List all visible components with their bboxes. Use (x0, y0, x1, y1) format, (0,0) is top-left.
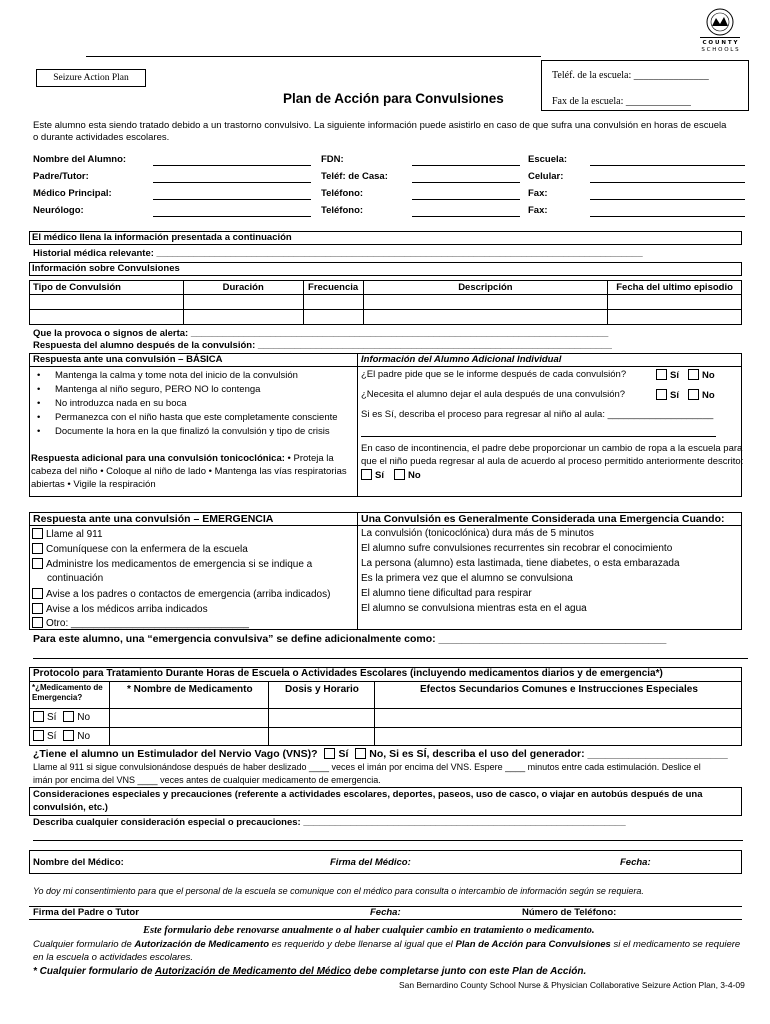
special-title-2: convulsión, etc.) (33, 802, 108, 813)
yes-label: Sí (47, 731, 57, 742)
medical-history[interactable]: Historial médica relevante: ____________________________________________________________________________________________ (33, 248, 643, 259)
label-student-name: Nombre del Alumno: (33, 154, 127, 165)
basic-bullet: • Documente la hora en la que finalizó la convulsión y tipo de crisis (55, 426, 330, 437)
label-doctor-fax: Fax: (528, 188, 548, 199)
q-parent-inform: ¿El padre pide que se le informe después de cada convulsión? (361, 369, 627, 380)
svg-text:S C H O O L S: S C H O O L S (701, 47, 739, 53)
label-neuro-fax: Fax: (528, 205, 548, 216)
label-cell: Celular: (528, 171, 564, 182)
tonic-line-3: abiertas • Vigile la respiración (31, 479, 156, 490)
neuro-fax-field[interactable] (590, 216, 745, 217)
vns-yes-checkbox[interactable] (324, 748, 335, 759)
emergency-item[interactable] (32, 558, 312, 570)
considered-item: El alumno se convulsiona mientras esta en el agua (361, 603, 587, 614)
protocol-row-2-emergency[interactable] (33, 730, 90, 742)
no-label: No (77, 731, 91, 742)
seizure-table (29, 280, 742, 325)
additional-info-title: Información del Alumno Adicional Individual (361, 354, 562, 365)
page-title: Plan de Acción para Convulsiones (283, 91, 504, 106)
label-school: Escuela: (528, 154, 568, 165)
basic-bullet: • Permanezca con el niño hasta que este completamente consciente (55, 412, 338, 423)
note-3c: debe completarse junto con este Plan de Acción. (351, 966, 587, 977)
no-label: No (408, 470, 421, 481)
emergency-definition[interactable]: Para este alumno, una “emergencia convulsiva” se define adicionalmente como: _______________________________________ (33, 633, 667, 645)
cell-field[interactable] (590, 182, 745, 183)
seizure-info-text: Información sobre Convulsiones (32, 263, 180, 274)
q-leave-class-no[interactable] (688, 389, 715, 401)
yes-label: Sí (47, 712, 57, 723)
yes-label: Sí (338, 748, 349, 760)
label-dob: FDN: (321, 154, 344, 165)
footer-credit: San Bernardino County School Nurse & Physician Collaborative Seizure Action Plan, 3-4-09 (399, 980, 745, 990)
tonic-response (31, 453, 334, 464)
note-3b: Autorización de Medicamento del Médico (154, 966, 352, 977)
medication-note-3 (33, 966, 586, 977)
label-neuro-phone: Teléfono: (321, 205, 364, 216)
school-fax: Fax de la escuela: _____________ (552, 96, 691, 107)
basic-bullet: • No introduzca nada en su boca (55, 398, 187, 409)
q-incontinence-1: En caso de incontinencia, el padre debe proporcionar un cambio de ropa a la escuela para (361, 443, 743, 454)
q-incontinence-no[interactable] (394, 469, 421, 481)
doctor-date-label[interactable]: Fecha: (620, 857, 651, 868)
yes-label: Sí (670, 370, 679, 381)
doctor-signature-label[interactable]: Firma del Médico: (330, 857, 411, 868)
emergency-item-label: Avise a los médicos arriba indicados (46, 604, 208, 615)
note-1e: si el medicamento se requiere (610, 939, 741, 950)
vns-question-text: ¿Tiene el alumno un Estimulador del Nervio Vago (VNS)? (33, 748, 318, 760)
q-leave-class-yes[interactable] (656, 389, 679, 401)
note-1a: Cualquier formulario de (33, 939, 135, 950)
dob-field[interactable] (412, 165, 520, 166)
vns-line-1: Llame al 911 si sigue convulsionándose después de haber deslizado ____ veces el imán por encima del VNS. Espere ____ minutos entre cada estimulación. Deslice el (33, 762, 701, 772)
vns-no-checkbox[interactable] (355, 748, 366, 759)
label-doctor-phone: Teléfono: (321, 188, 364, 199)
school-contact-box (541, 60, 749, 111)
seizure-action-plan-label: Seizure Action Plan (36, 69, 146, 87)
label-main-doctor: Médico Principal: (33, 188, 112, 199)
protocol-h-dose: Dosis y Horario (285, 684, 359, 695)
county-schools-logo (690, 6, 750, 54)
protocol-h-name: * Nombre de Medicamento (127, 684, 253, 695)
protocol-title: Protocolo para Tratamiento Durante Horas de Escuela o Actividades Escolares (incluyendo medicamentos diarios y de emergencia*) (33, 668, 663, 679)
th-type: Tipo de Convulsión (30, 281, 184, 295)
protocol-row-1-emergency[interactable] (33, 711, 90, 723)
label-home-phone: Teléf: de Casa: (321, 171, 388, 182)
neuro-phone-field[interactable] (412, 216, 520, 217)
main-doctor-field[interactable] (153, 199, 311, 200)
table-row[interactable] (30, 310, 742, 325)
vns-line-2: imán por encima del VNS ____ veces antes de cualquier medicamento de emergencia. (33, 775, 381, 785)
emergency-item[interactable] (32, 528, 103, 540)
after-seizure-line[interactable]: Respuesta del alumno después de la convulsión: ___________________________________________________________________ (33, 340, 612, 351)
no-label: No (77, 712, 91, 723)
medication-note-2: en la escuela o actividades escolares. (33, 952, 194, 963)
emergency-item[interactable] (32, 588, 330, 600)
note-3a: * Cualquier formulario de (33, 966, 155, 977)
renew-notice: Este formulario debe renovarse anualmente o al haber cualquier cambio en tratamiento o medicamento. (143, 925, 595, 936)
protocol-h-emergency: *¿Medicamento de Emergencia? (32, 683, 103, 702)
emergency-item-label: Otro: ________________________________ (46, 618, 249, 629)
tonic-line-1: • Proteja la (284, 453, 334, 464)
vns-question (33, 748, 728, 760)
label-neurologist: Neurólogo: (33, 205, 84, 216)
medication-note-1 (33, 939, 740, 950)
student-name-field[interactable] (153, 165, 311, 166)
doctor-phone-field[interactable] (412, 199, 520, 200)
vns-describe: No, Si es SÍ, describa el uso del generador: ________________________ (369, 748, 728, 760)
neurologist-field[interactable] (153, 216, 311, 217)
phone-number-label[interactable]: Número de Teléfono: (522, 907, 617, 918)
intro-text: Este alumno esta siendo tratado debido a un trastorno convulsivo. La siguiente información puede asistirlo en caso de que sufra una convulsión en horas de escuela o durante actividades escolares. (33, 120, 727, 143)
q-parent-inform-yes[interactable] (656, 369, 679, 381)
triggers-line[interactable]: Que la provoca o signos de alerta: _______________________________________________________________________________ (33, 328, 609, 339)
basic-response-title: Respuesta ante una convulsión – BÁSICA (33, 354, 223, 365)
considered-item: La convulsión (tonicoclónica) dura más de 5 minutos (361, 528, 594, 539)
school-phone: Teléf. de la escuela: _______________ (552, 70, 709, 81)
emergency-item[interactable] (32, 617, 249, 629)
consent-text: Yo doy mi consentimiento para que el personal de la escuela se comunique con el médico para consulta o intercambio de información según se requiera. (33, 886, 644, 896)
emergency-item-label: Avise a los padres o contactos de emergencia (arriba indicados) (46, 589, 331, 600)
q-incontinence-2: que el niño pueda regresar al aula de acuerdo al proceso permitido anteriormente descrito: (361, 456, 744, 467)
seizure-table-header (30, 281, 742, 295)
doctor-name-label[interactable]: Nombre del Médico: (33, 857, 124, 868)
considered-item: El alumno sufre convulsiones recurrentes sin recobrar el conocimiento (361, 543, 673, 554)
q-leave-class: ¿Necesita el alumno dejar el aula después de una convulsión? (361, 389, 626, 400)
parent-field[interactable] (153, 182, 311, 183)
th-last-date: Fecha del ultimo episodio (608, 281, 742, 295)
svg-text:C O U N T Y: C O U N T Y (702, 40, 738, 46)
school-field[interactable] (590, 165, 745, 166)
q-incontinence-yes[interactable] (361, 469, 384, 481)
special-title-1: Consideraciones especiales y precauciones (referente a actividades escolares, deportes, paseos, uso de casco, o viajar en autobús después de una (33, 789, 703, 800)
no-label: No (702, 390, 715, 401)
home-phone-field[interactable] (412, 182, 520, 183)
th-frequency: Frecuencia (303, 281, 363, 295)
tonic-response-title: Respuesta adicional para una convulsión tonicoclónica: (31, 453, 285, 464)
emergency-item-label: Llame al 911 (46, 529, 103, 540)
emergency-item-continuation: continuación (47, 573, 104, 584)
th-description: Descripción (363, 281, 608, 295)
protocol-h-effects: Efectos Secundarios Comunes e Instrucciones Especiales (420, 684, 698, 695)
doctor-fax-field[interactable] (590, 199, 745, 200)
emergency-considered-title: Una Convulsión es Generalmente Considerada una Emergencia Cuando: (361, 513, 725, 525)
basic-bullet: • Mantenga al niño seguro, PERO NO lo contenga (55, 384, 260, 395)
yes-label: Sí (670, 390, 679, 401)
th-duration: Duración (183, 281, 303, 295)
emergency-title: Respuesta ante una convulsión – EMERGENCIA (33, 513, 274, 525)
note-1d: Plan de Acción para Convulsiones (455, 939, 611, 950)
considered-item: Es la primera vez que el alumno se convulsiona (361, 573, 573, 584)
label-parent: Padre/Tutor: (33, 171, 89, 182)
tonic-line-2: cabeza del niño • Coloque al niño de lado • Mantenga las vías respiratorias (31, 466, 347, 477)
considered-item: La persona (alumno) esta lastimada, tiene diabetes, o esta embarazada (361, 558, 680, 569)
emergency-item-label: Comuníquese con la enfermera de la escuela (46, 544, 248, 555)
table-row[interactable] (30, 295, 742, 310)
medical-section-header (29, 231, 742, 245)
q-parent-inform-no[interactable] (688, 369, 715, 381)
emergency-item[interactable] (32, 543, 248, 555)
yes-label: Sí (375, 470, 384, 481)
medical-header-text: El médico llena la información presentada a continuación (32, 232, 292, 243)
q-return-process[interactable]: Si es Sí, describa el proceso para regresar al niño al aula: ____________________ (361, 409, 714, 420)
considered-item: El alumno tiene dificultad para respirar (361, 588, 532, 599)
seizure-info-header (29, 262, 742, 276)
note-1b: Autorización de Medicamento (134, 939, 269, 950)
emergency-item-label: Administre los medicamentos de emergencia si se indique a (46, 559, 313, 570)
parent-date-label[interactable]: Fecha: (370, 907, 401, 918)
basic-bullet: • Mantenga la calma y tome nota del inicio de la convulsión (55, 370, 298, 381)
note-1c: es requerido y debe llenarse al igual que el (269, 939, 456, 950)
parent-signature-label[interactable]: Firma del Padre o Tutor (33, 907, 139, 918)
emergency-item[interactable] (32, 603, 208, 615)
no-label: No (702, 370, 715, 381)
special-describe[interactable]: Describa cualquier consideración especial o precauciones: _____________________________________________________________ (33, 817, 626, 828)
